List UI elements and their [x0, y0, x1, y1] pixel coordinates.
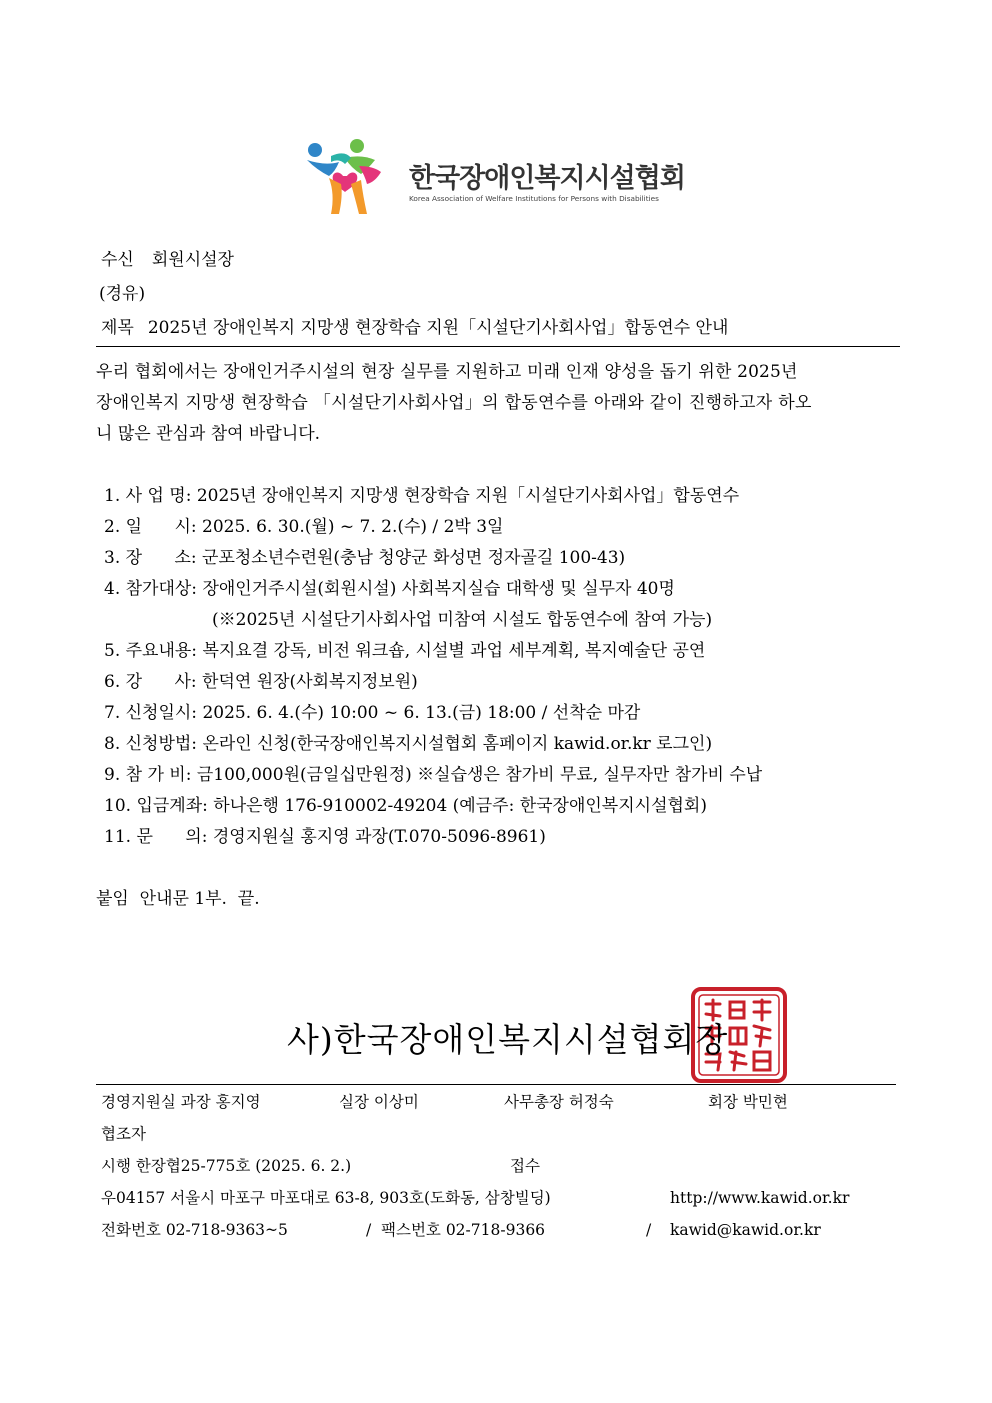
separator: /	[366, 1221, 372, 1239]
cooperator-label: 협조자	[101, 1125, 146, 1143]
fax-number: 팩스번호 02-718-9366	[381, 1221, 546, 1239]
recipient-label: 수신	[101, 250, 134, 270]
list-item: 3. 장 소: 군포청소년수련원(충남 청양군 화성면 정자골길 100-43)	[104, 548, 626, 568]
body-line-3: 니 많은 관심과 참여 바랍니다.	[96, 424, 321, 444]
list-item-note: (※2025년 시설단기사회사업 미참여 시설도 합동연수에 참여 가능)	[212, 610, 713, 630]
list-item: 11. 문 의: 경영지원실 홍지영 과장(T.070-5096-8961)	[104, 827, 546, 847]
website-link[interactable]: http://www.kawid.or.kr	[670, 1189, 850, 1207]
list-item: 7. 신청일시: 2025. 6. 4.(수) 10:00 ~ 6. 13.(금) 18:00 / 선착순 마감	[104, 703, 641, 723]
list-item: 8. 신청방법: 온라인 신청(한국장애인복지시설협회 홈페이지 kawid.or.kr 로그인)	[104, 734, 713, 754]
header-divider	[96, 346, 900, 347]
subject-label: 제목	[101, 318, 134, 338]
enforcement-number: 시행 한장협25-775호 (2025. 6. 2.)	[101, 1157, 352, 1175]
attachment-note: 붙임 안내문 1부. 끝.	[96, 889, 260, 909]
receipt-label: 접수	[510, 1157, 540, 1175]
signer-3: 사무총장 허정숙	[504, 1093, 614, 1111]
logo-name: 한국장애인복지시설협회	[409, 163, 685, 194]
organization-logo	[305, 136, 705, 218]
body-line-2: 장애인복지 지망생 현장학습 「시설단기사회사업」의 합동연수를 아래와 같이 진행하고자 하오	[96, 393, 812, 413]
list-item: 6. 강 사: 한덕연 원장(사회복지정보원)	[104, 672, 418, 692]
subject-value: 2025년 장애인복지 지망생 현장학습 지원「시설단기사회사업」합동연수 안내	[147, 318, 729, 338]
body-line-1: 우리 협회에서는 장애인거주시설의 현장 실무를 지원하고 미래 인재 양성을 돕기 위한 2025년	[96, 362, 798, 382]
footer-divider	[96, 1084, 896, 1085]
list-item: 10. 입금계좌: 하나은행 176-910002-49204 (예금주: 한국장애인복지시설협회)	[104, 796, 707, 816]
signer-1: 경영지원실 과장 홍지영	[101, 1093, 261, 1111]
list-item: 2. 일 시: 2025. 6. 30.(월) ~ 7. 2.(수) / 2박 3일	[104, 517, 504, 537]
via-row: (경유)	[99, 284, 146, 304]
sender-title: 사)한국장애인복지시설협회장	[287, 1020, 729, 1059]
email-link[interactable]: kawid@kawid.or.kr	[670, 1221, 821, 1239]
recipient-row	[101, 252, 234, 269]
logo-symbol-icon	[305, 136, 405, 218]
logo-subtitle: Korea Association of Welfare Institutions for Persons with Disabilities	[409, 194, 659, 203]
list-item: 4. 참가대상: 장애인거주시설(회원시설) 사회복지실습 대학생 및 실무자 40명	[104, 579, 675, 599]
address: 우04157 서울시 마포구 마포대로 63-8, 903호(도화동, 삼창빌딩)	[101, 1189, 551, 1207]
signer-2: 실장 이상미	[339, 1093, 419, 1111]
subject-row	[101, 320, 728, 337]
list-item: 1. 사 업 명: 2025년 장애인복지 지망생 현장학습 지원「시설단기사회사업」합동연수	[104, 486, 740, 506]
phone-number: 전화번호 02-718-9363~5	[101, 1221, 288, 1239]
signer-4: 회장 박민현	[708, 1093, 788, 1111]
list-item: 9. 참 가 비: 금100,000원(금일십만원정) ※실습생은 참가비 무료, 실무자만 참가비 수납	[104, 765, 763, 785]
list-item: 5. 주요내용: 복지요결 강독, 비전 워크숍, 시설별 과업 세부계획, 복지예술단 공연	[104, 641, 706, 661]
separator: /	[646, 1221, 652, 1239]
recipient-value: 회원시설장	[151, 250, 234, 270]
